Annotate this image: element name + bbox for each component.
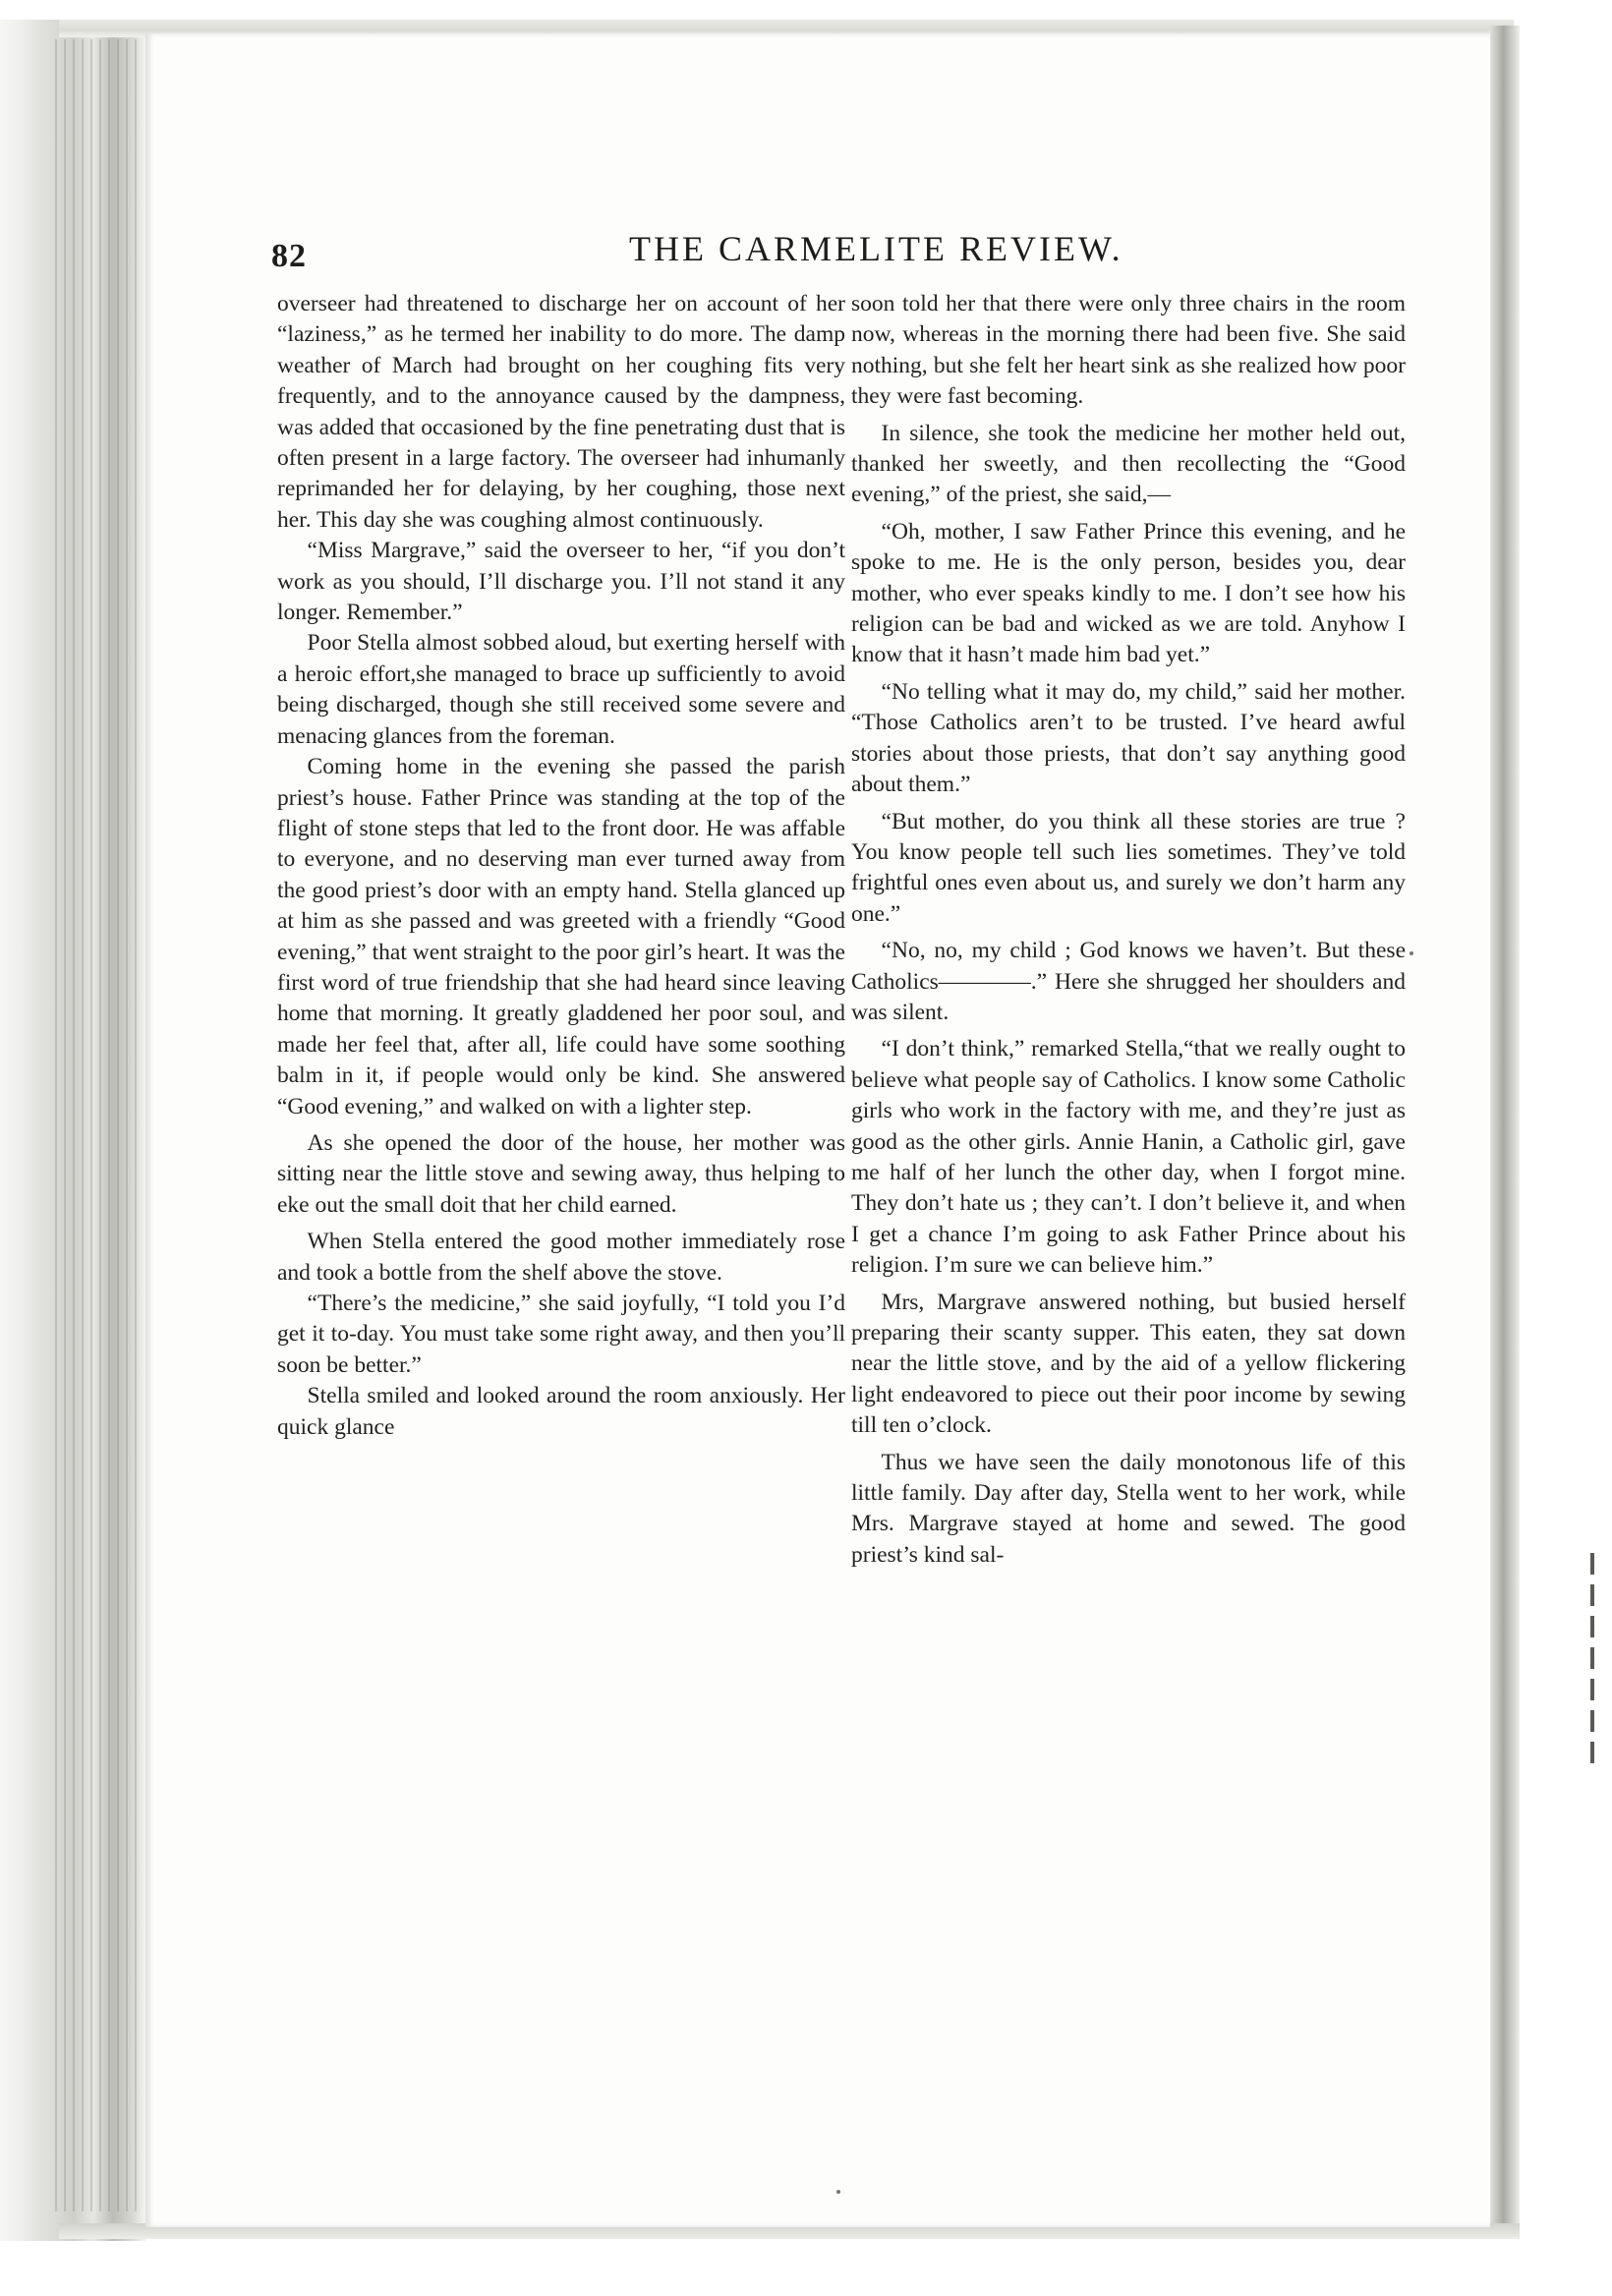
page-number: 82 xyxy=(271,238,307,274)
paragraph: When Stella entered the good mother immediately rose and took a bottle from the shelf above the stove. xyxy=(277,1229,845,1286)
scan-speck xyxy=(836,2190,840,2194)
paragraph: In silence, she took the medicine her mother held out, thanked her sweetly, and then recollecting the “Good evening,” of the priest, she said,— xyxy=(851,420,1406,508)
paragraph: “No telling what it may do, my child,” said her mother. “Those Catholics aren’t to be trusted. I’ve heard awful stories about those priests, that don’t say anything good about them.” xyxy=(851,678,1406,798)
bleed-through-marks xyxy=(1590,1553,1600,2044)
paragraph: “But mother, do you think all these stories are true ? You know people tell such lies sometimes. They’ve told frightful ones even about us, and surely we don’t harm any one.” xyxy=(851,808,1406,927)
running-title: THE CARMELITE REVIEW. xyxy=(629,229,1123,268)
paragraph: Coming home in the evening she passed the parish priest’s house. Father Prince was standing at the top of the flight of stone steps that led to the front door. He was affable to everyone, and no deserving man ever turned away from the good priest’s door with an empty hand. Stella glanced up at him as she passed and was greeted with a friendly “Good evening,” that went straight to the poor girl’s heart. It was the first word of true friendship that she had heard since leaving home that morning. It greatly gladdened her poor soul, and made her feel that, after all, life could have some soothing balm in it, if people would only be kind. She answered “Good evening,” and walked on with a lighter step. xyxy=(277,754,845,1119)
running-header xyxy=(246,228,1229,287)
page-stack-lines xyxy=(55,39,144,2211)
paragraph: “Oh, mother, I saw Father Prince this evening, and he spoke to me. He is the only person, besides you, dear mother, who ever speaks kindly to me. I don’t see how his religion can be bad and wicked as we are told. Anyhow I know that it hasn’t made him bad yet.” xyxy=(851,518,1406,668)
paragraph: Poor Stella almost sobbed aloud, but exerting herself with a heroic effort,she managed to brace up sufficiently to avoid being discharged, though she still received some severe and menacing glances from the foreman. xyxy=(277,630,845,749)
paragraph: “I don’t think,” remarked Stella,“that we really ought to believe what people say of Catholics. I know some Catholic girls who work in the factory with me, and they’re just as good as the other girls. Annie Hanin, a Catholic girl, gave me half of her lunch the other day, when I forgot mine. They don’t hate us ; they can’t. I don’t believe it, and when I get a chance I’m going to ask Father Prince about his religion. I’m sure we can believe him.” xyxy=(851,1036,1406,1279)
page-right-edge xyxy=(1490,26,1520,2235)
paragraph: Stella smiled and looked around the room anxiously. Her quick glance xyxy=(277,1383,845,1440)
paragraph: overseer had threatened to discharge her on account of her “laziness,” as he termed her inability to do more. The damp weather of March had brought on her coughing fits very frequently, and to the annoyance caused by the dampness, was added that occasioned by the fine penetrating dust that is often present in a large factory. The overseer had inhumanly reprimanded her for delaying, by her coughing, those next her. This day she was coughing almost continuously. xyxy=(277,291,845,533)
paragraph: “No, no, my child ; God knows we haven’t. But these Catholics————.” Here she shrugged her shoulders and was silent. xyxy=(851,938,1406,1025)
left-text-column xyxy=(277,289,845,1443)
right-text-column xyxy=(851,289,1406,1571)
paragraph: Thus we have seen the daily monotonous life of this little family. Day after day, Stella went to her work, while Mrs. Margrave stayed at home and sewed. The good priest’s kind sal- xyxy=(851,1449,1406,1568)
paragraph: Mrs, Margrave answered nothing, but busied herself preparing their scanty supper. This eaten, they sat down near the little stove, and by the aid of a yellow flickering light endeavored to piece out their poor income by sewing till ten o’clock. xyxy=(851,1289,1406,1439)
paragraph: “Miss Margrave,” said the overseer to her, “if you don’t work as you should, I’ll discharge you. I’ll not stand it any longer. Remember.” xyxy=(277,538,845,626)
paragraph: soon told her that there were only three chairs in the room now, whereas in the morning there had been five. She said nothing, but she felt her heart sink as she realized how poor they were fast becoming. xyxy=(851,291,1406,410)
scan-speck xyxy=(1410,951,1413,955)
paragraph: “There’s the medicine,” she said joyfully, “I told you I’d get it to-day. You must take some right away, and then you’ll soon be better.” xyxy=(277,1291,845,1378)
paragraph: As she opened the door of the house, her mother was sitting near the little stove and sewing away, thus helping to eke out the small doit that her child earned. xyxy=(277,1129,845,1218)
